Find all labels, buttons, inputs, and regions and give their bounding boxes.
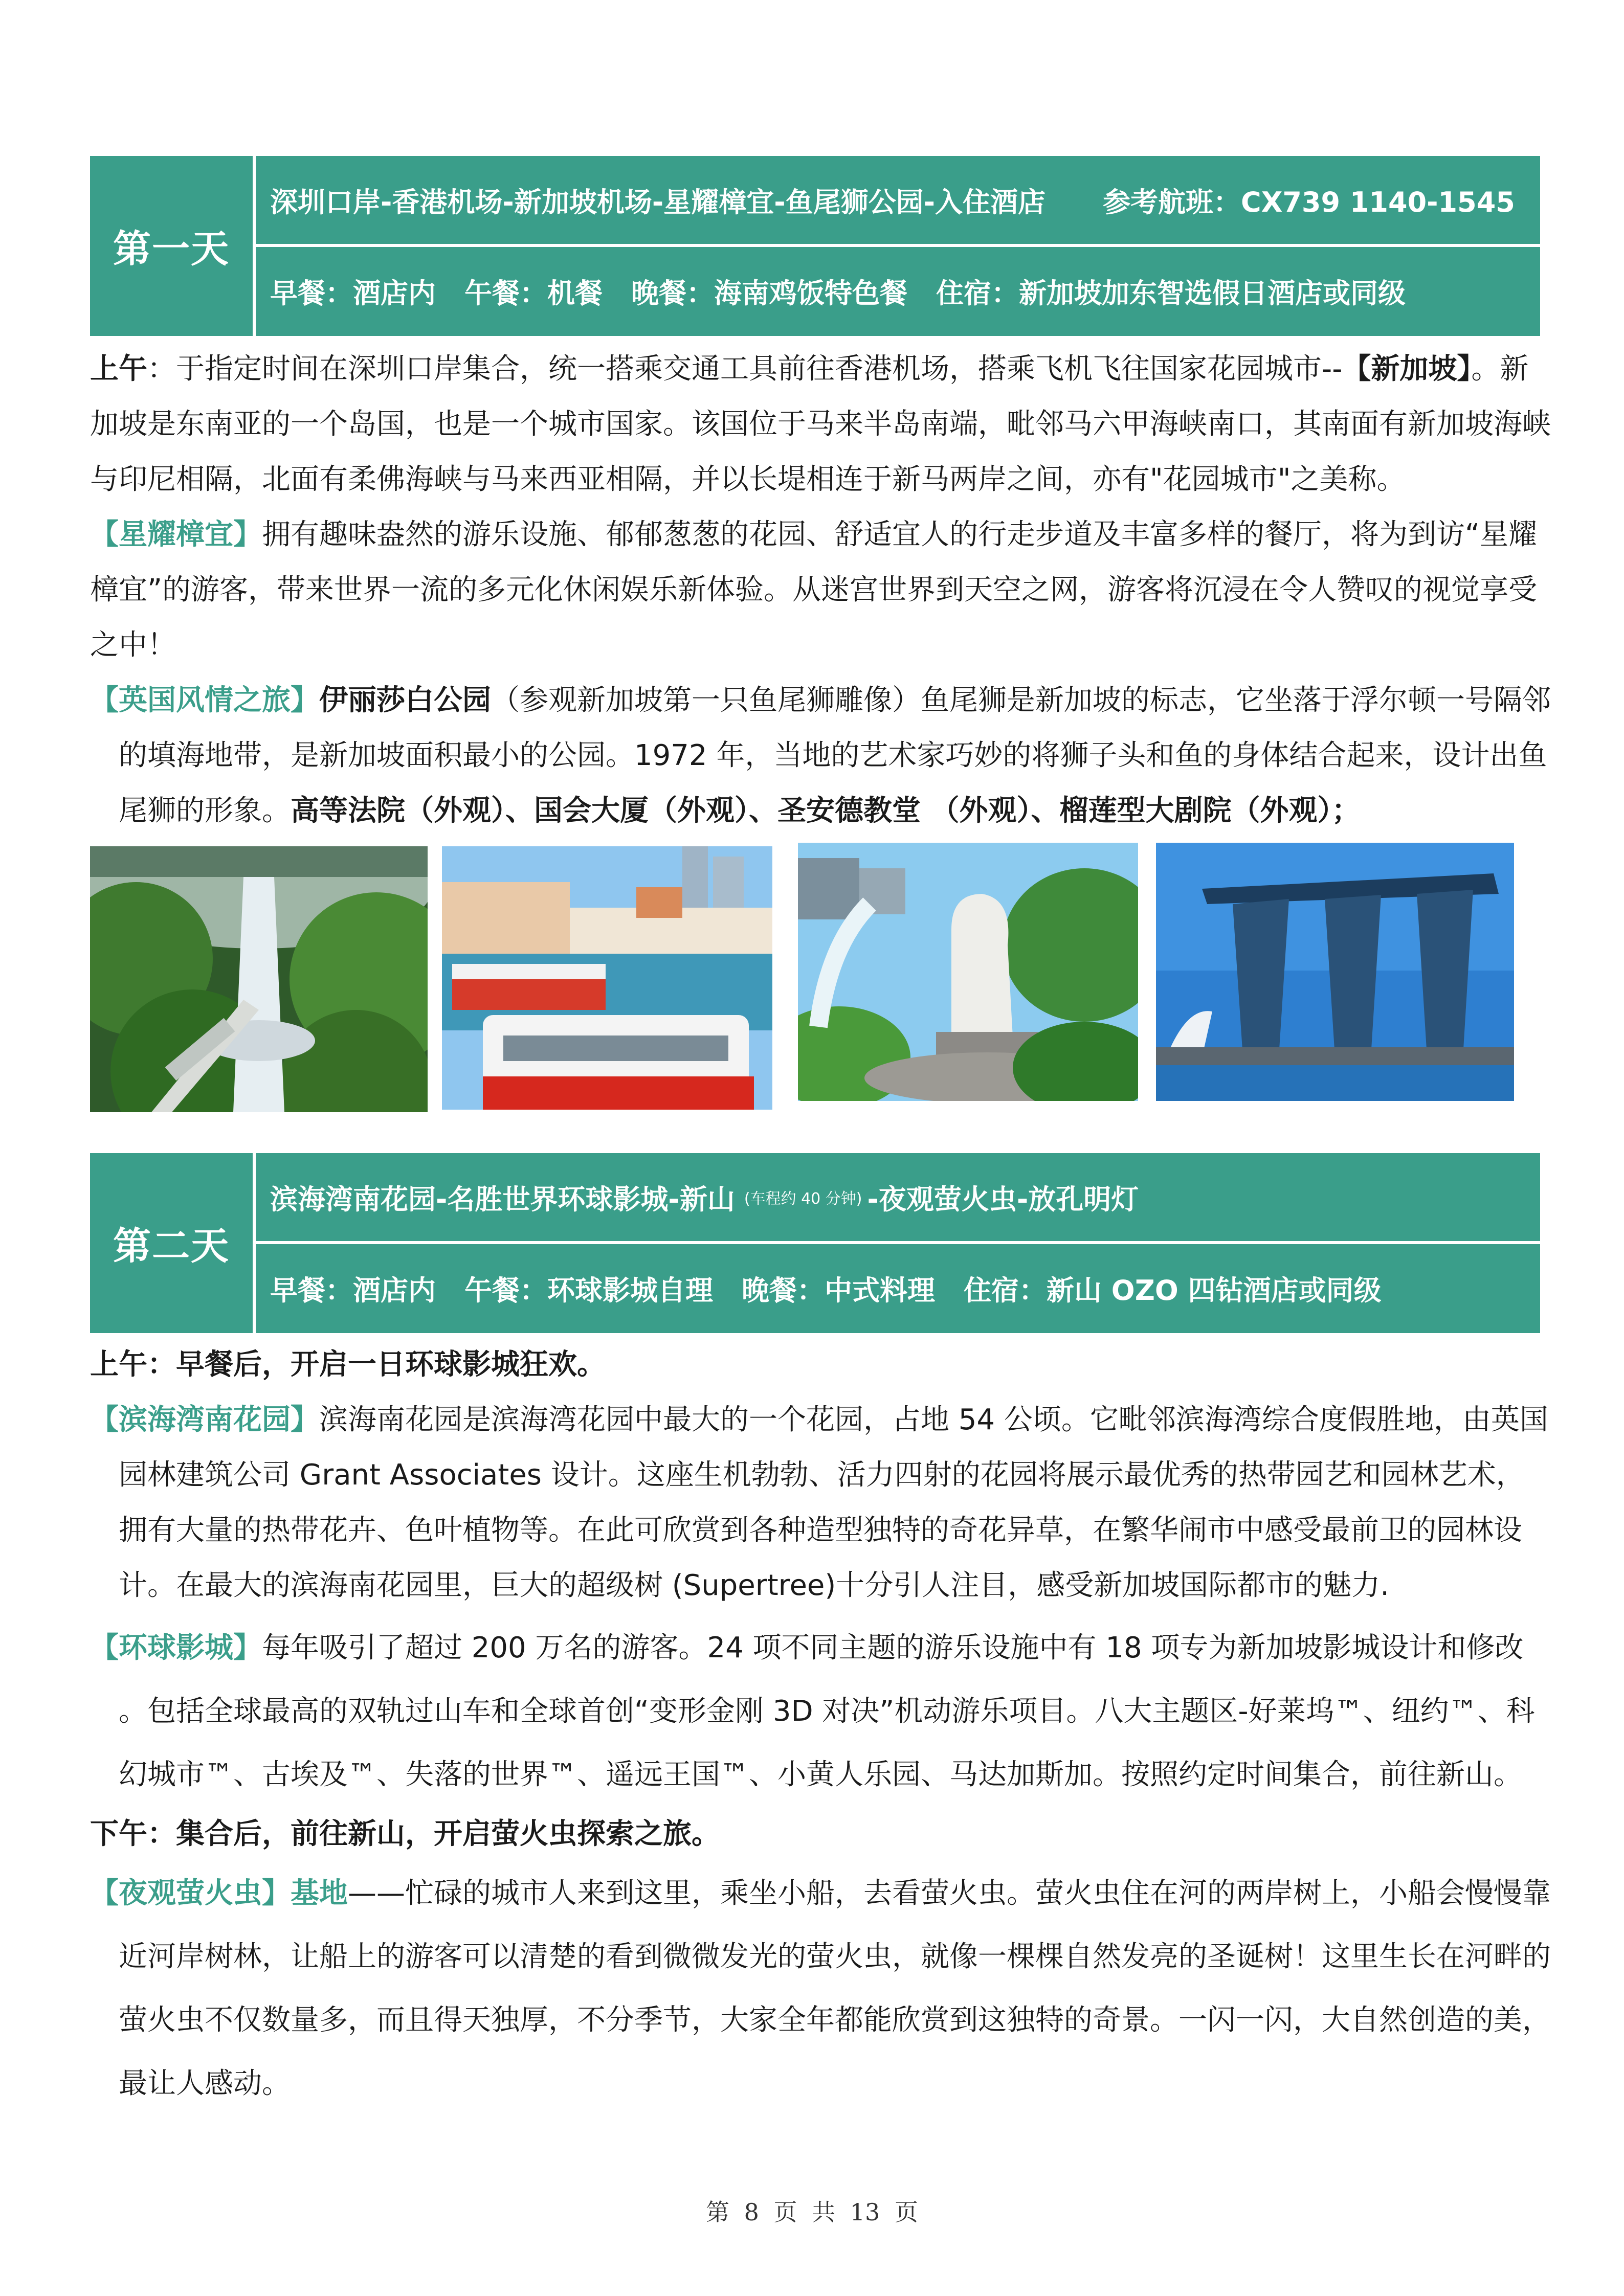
day2-route-note: (车程约 40 分钟) xyxy=(744,1190,862,1208)
day2-route-row xyxy=(270,1153,1528,1241)
day1-header xyxy=(90,156,1540,336)
day2-afternoon: 下午：集合后，前往新山，开启萤火虫探索之旅。 xyxy=(90,1817,720,1851)
day1-route: 深圳口岸-香港机场-新加坡机场-星耀樟宜-鱼尾狮公园-入住酒店 xyxy=(270,186,1046,218)
day2-morning: 上午：早餐后，开启一日环球影城狂欢。 xyxy=(90,1348,606,1381)
day2-lunch: 午餐：环球影城自理 xyxy=(464,1274,713,1307)
day2-breakfast: 早餐：酒店内 xyxy=(270,1274,436,1307)
day1-lunch: 午餐：机餐 xyxy=(464,277,603,309)
day1-jewel: 【星耀樟宜】拥有趣味盎然的游乐设施、郁郁葱葱的花园、舒适宜人的行走步道及丰富多样的餐厅，将为到访“星耀樟宜”的游客，带来世界一流的多元化休闲娱乐新体验。从迷宫世界到天空之网，游客将沉浸在令人赞叹的视觉享受之中！ xyxy=(90,518,1538,662)
day2-studio: 【环球影城】每年吸引了超过 200 万名的游客。24 项不同主题的游乐设施中有 18 项专为新加坡影城设计和修改 。包括全球最高的双轨过山车和全球首创“变形金刚 3D 对决”机动游乐项目。八大主题区-好莱坞™、纽约™、科幻城市™、古埃及™、失落的世界™、遥远王国™、小黄人乐园、马达加斯加。按照约定时间集合，前往新山。 xyxy=(90,1631,1535,1791)
day1-stay: 住宿：新加坡加东智选假日酒店或同级 xyxy=(936,277,1406,309)
day2-stay: 住宿：新山 OZO 四钻酒店或同级 xyxy=(964,1274,1382,1307)
day1-flight: 参考航班：CX739 1140-1545 xyxy=(1103,186,1515,218)
day2-label: 第二天 xyxy=(113,1224,230,1268)
day2-route-tail: -夜观萤火虫-放孔明灯 xyxy=(867,1183,1139,1215)
photo-marina-bay-sands xyxy=(1156,843,1514,1101)
day1-route-row xyxy=(270,156,1528,244)
day1-breakfast: 早餐：酒店内 xyxy=(270,277,436,309)
day1-body xyxy=(90,342,1553,839)
day2-header xyxy=(90,1153,1540,1333)
day1-british: 【英国风情之旅】伊丽莎白公园（参观新加坡第一只鱼尾狮雕像）鱼尾狮是新加坡的标志，它坐落于浮尔顿一号隔邻的填海地带，是新加坡面积最小的公园。1972 年，当地的艺术家巧妙的将狮子头和鱼的身体结合起来，设计出鱼尾狮的形象。高等法院（外观）、国会大厦（外观）、圣安德教堂 （外观）、榴莲型大剧院（外观）； xyxy=(90,684,1551,827)
day2-route: 滨海湾南花园-名胜世界环球影城-新山 xyxy=(270,1183,735,1215)
day2-dinner: 晚餐：中式料理 xyxy=(742,1274,935,1307)
day1-meals-row xyxy=(270,247,1528,335)
day2-body xyxy=(90,1337,1553,2115)
page-footer: 第 8 页 共 13 页 xyxy=(706,2198,918,2226)
day1-dinner: 晚餐：海南鸡饭特色餐 xyxy=(631,277,907,309)
day1-morning: 上午：于指定时间在深圳口岸集合，统一搭乘交通工具前往香港机场，搭乘飞机飞往国家花园城市--【新加坡】。新加坡是东南亚的一个岛国，也是一个城市国家。该国位于马来半岛南端，毗邻马六甲海峡南口，其南面有新加坡海峡与印尼相隔，北面有柔佛海峡与马来西亚相隔，并以长堤相连于新马两岸之间，亦有"花园城市"之美称。 xyxy=(90,352,1551,496)
day1-label: 第一天 xyxy=(113,227,230,271)
day2-firefly: 【夜观萤火虫】基地——忙碌的城市人来到这里，乘坐小船，去看萤火虫。萤火虫住在河的两岸树上，小船会慢慢靠近河岸树林，让船上的游客可以清楚的看到微微发光的萤火虫，就像一棵棵自然发亮的圣诞树！这里生长在河畔的萤火虫不仅数量多，而且得天独厚，不分季节，大家全年都能欣赏到这独特的奇景。一闪一闪，大自然创造的美，最让人感动。 xyxy=(90,1877,1551,2100)
photo-jewel-changi xyxy=(90,846,428,1112)
photo-clarke-quay xyxy=(442,846,772,1110)
day2-garden: 【滨海湾南花园】滨海南花园是滨海湾花园中最大的一个花园，占地 54 公顷。它毗邻滨海湾综合度假胜地，由英国园林建筑公司 Grant Associates 设计。这座生机勃勃、活力四射的花园将展示最优秀的热带园艺和园林艺术，拥有大量的热带花卉、色叶植物等。在此可欣赏到各种造型独特的奇花异草，在繁华闹市中感受最前卫的园林设计。在最大的滨海南花园里，巨大的超级树 (Supertree)十分引人注目，感受新加坡国际都市的魅力. xyxy=(90,1403,1548,1602)
photo-merlion xyxy=(798,843,1138,1101)
day2-meals-row xyxy=(270,1244,1528,1332)
